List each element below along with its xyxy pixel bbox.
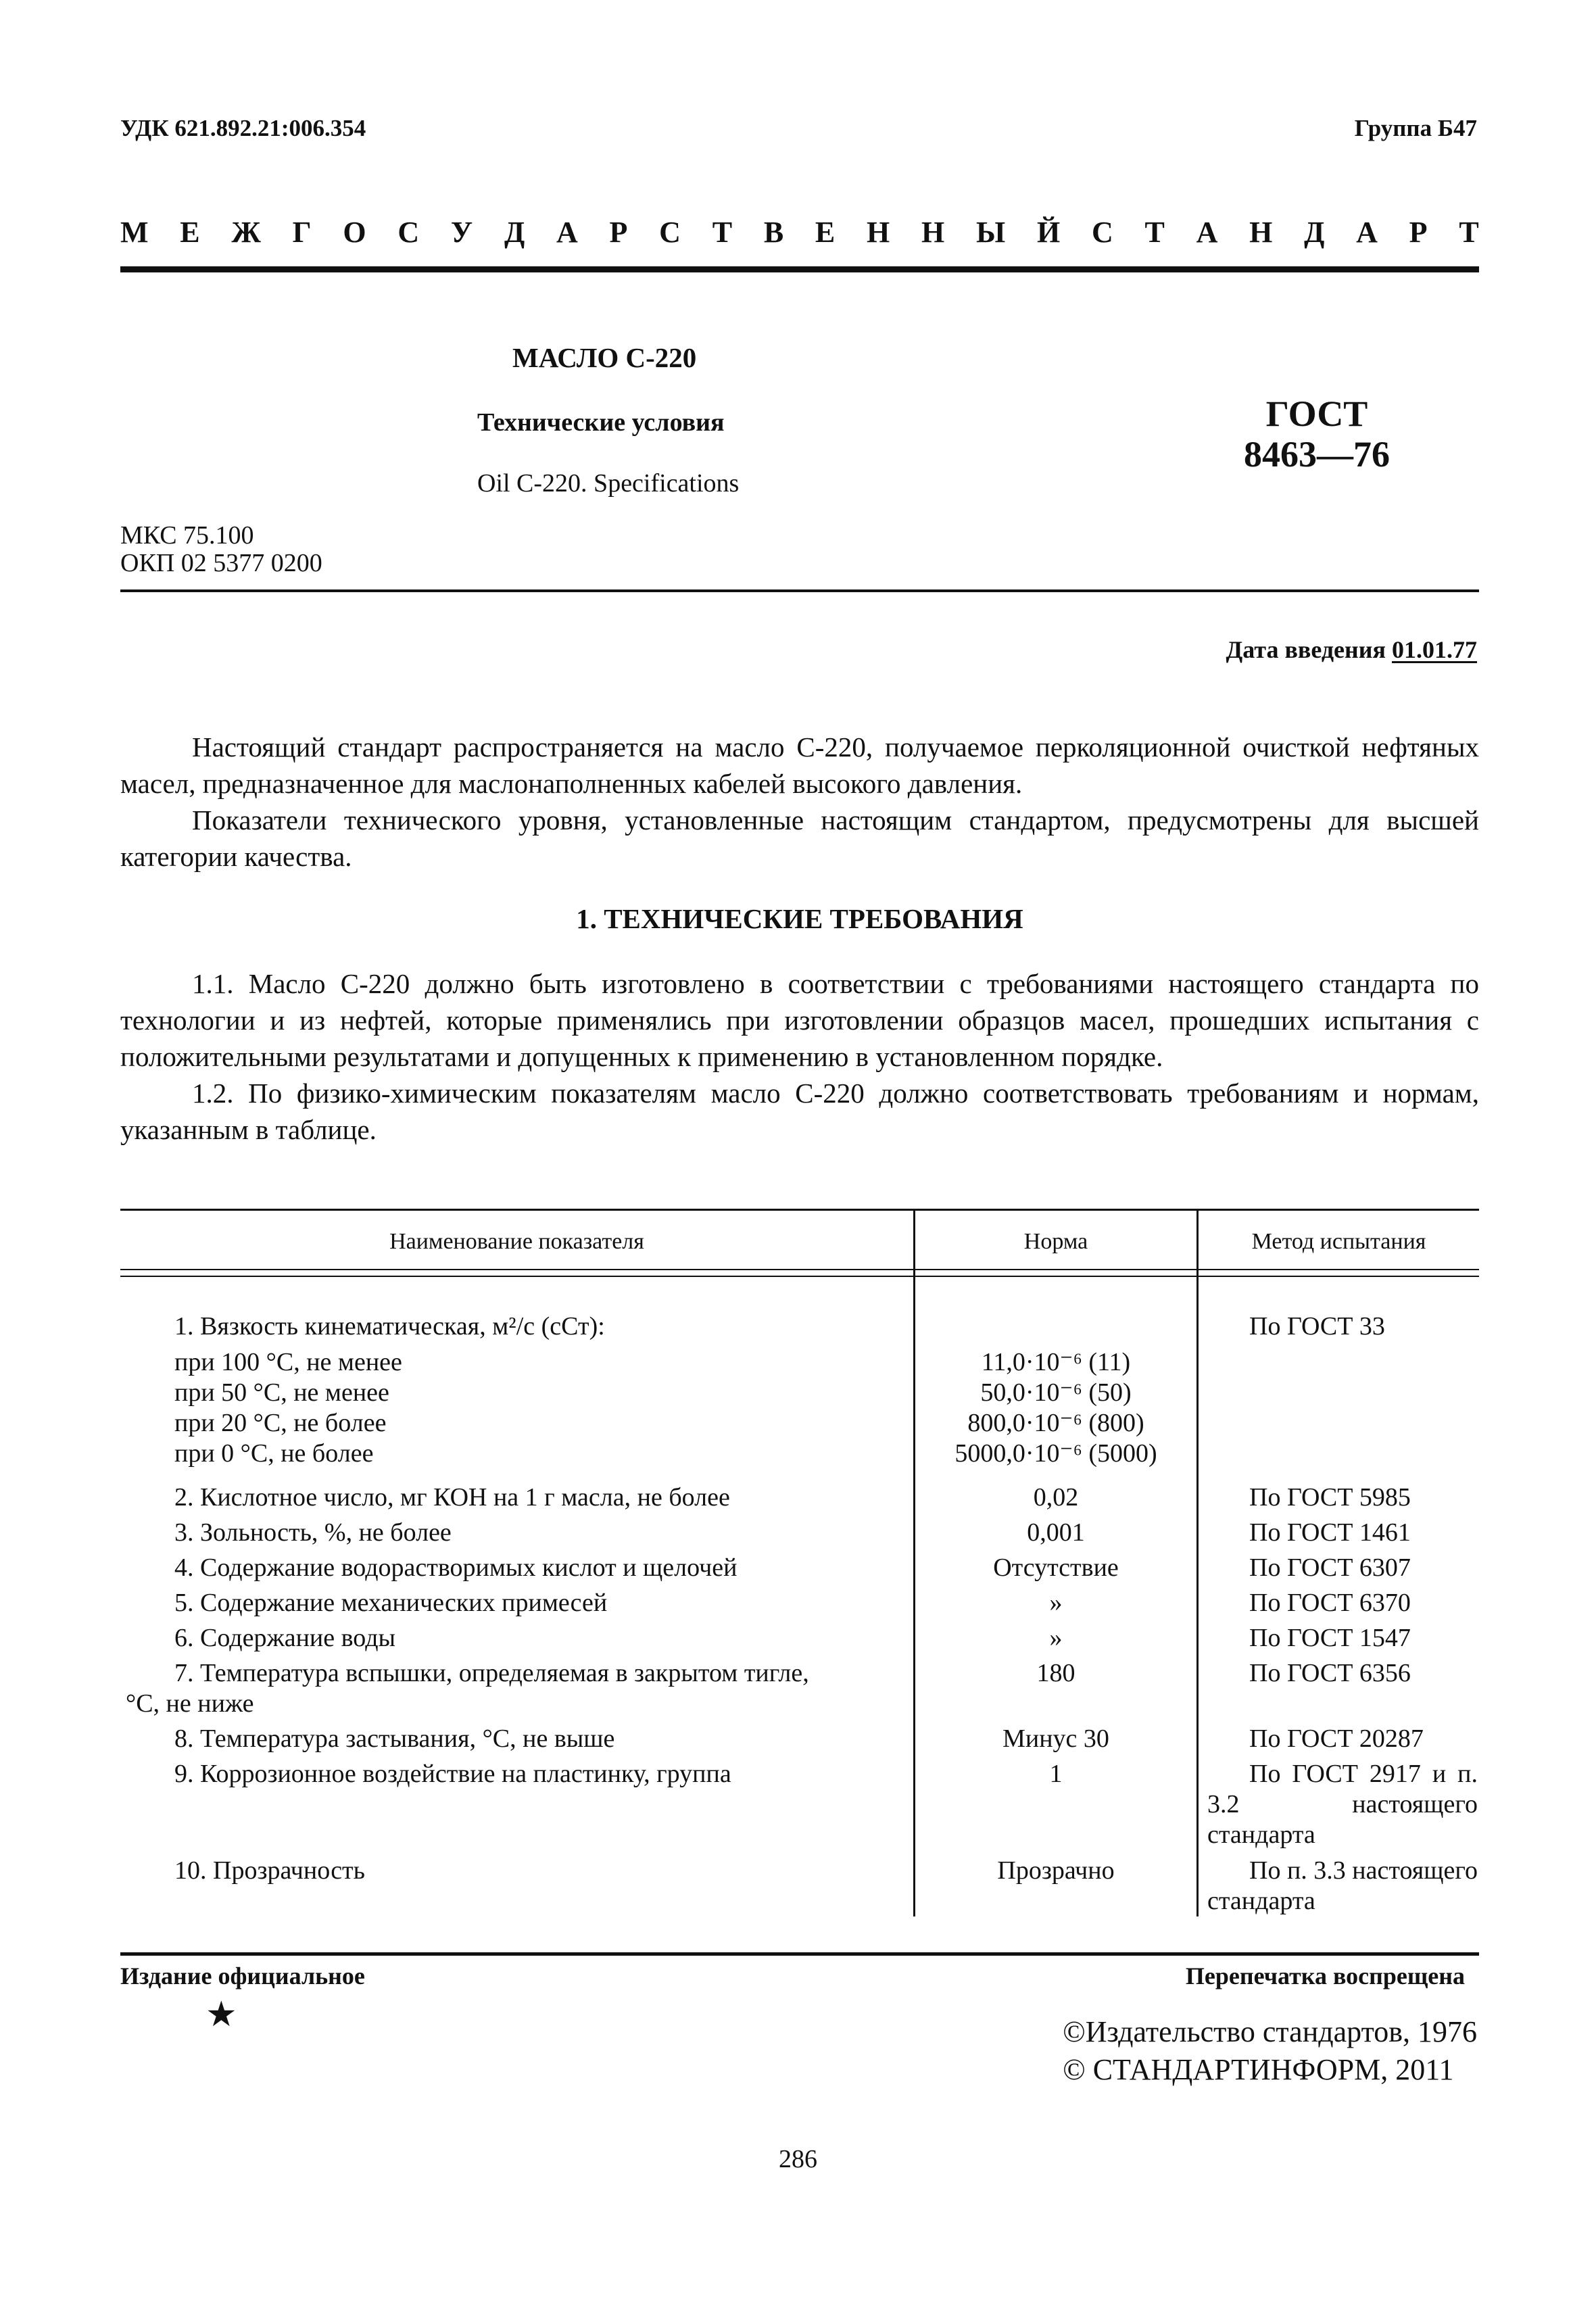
clause-1-1: 1.1. Масло С-220 должно быть изготовлено в соответствии с требованиями настоящего стандарта по технологии и из нефтей, которые применялись при изготовлении образцов масел, прошедших испытания с положительными результатами и допущенных к применению в установленном порядке. <box>120 968 1479 1072</box>
intro-paragraph-2: Показатели технического уровня, установленные настоящим стандартом, предусмотрены для высшей категории качества. <box>120 804 1479 872</box>
section-heading: 1. ТЕХНИЧЕСКИЕ ТРЕБОВАНИЯ <box>576 903 1023 934</box>
column-header-name: Наименование показателя <box>389 1229 644 1254</box>
table-row-2-norm: 0,02 <box>1033 1483 1079 1512</box>
banner-letter: С <box>1091 216 1113 249</box>
banner-letter: Н <box>867 216 890 249</box>
banner-letter: Р <box>1409 216 1428 249</box>
gost-label: ГОСТ <box>1265 393 1368 434</box>
banner-letter: Т <box>1459 216 1479 249</box>
banner-letter: А <box>1196 216 1218 249</box>
sub-condition: при 50 °С, не менее <box>174 1378 389 1407</box>
banner-letter: Ж <box>231 216 261 249</box>
copyright-2011: © СТАНДАРТИНФОРМ, 2011 <box>1063 2053 1454 2086</box>
sub-condition: при 0 °С, не более <box>174 1439 374 1468</box>
table-row-7-name: 7. Температура вспышки, определяемая в закрытом тигле, <box>174 1659 809 1687</box>
table-top-rule <box>120 1209 1479 1211</box>
table-header-rule-1 <box>120 1269 1479 1270</box>
classification-codes <box>120 522 322 577</box>
table-row-5-norm: » <box>1049 1589 1063 1617</box>
banner-letter: Д <box>1304 216 1325 249</box>
row-1-method: По ГОСТ 33 <box>1249 1312 1385 1341</box>
column-divider-2 <box>1196 1210 1199 1916</box>
sub-condition: при 100 °С, не менее <box>174 1348 402 1376</box>
table-row-4-method: По ГОСТ 6307 <box>1249 1553 1411 1582</box>
table-row-3-name: 3. Зольность, %, не более <box>174 1518 452 1547</box>
okp-code: ОКП 02 5377 0200 <box>120 549 322 577</box>
sub-condition: при 20 °С, не более <box>174 1409 387 1437</box>
table-row-10-norm: Прозрачно <box>997 1856 1115 1885</box>
banner-letter: Ы <box>976 216 1006 249</box>
table-row-6-method: По ГОСТ 1547 <box>1249 1624 1411 1652</box>
date-value: 01.01.77 <box>1392 636 1477 663</box>
section-1-body <box>120 965 1479 1148</box>
sub-norm: 50,0·10⁻⁶ (50) <box>980 1378 1132 1407</box>
table-row-5-method: По ГОСТ 6370 <box>1249 1589 1411 1617</box>
header-rule <box>120 266 1479 272</box>
table-row-9-name: 9. Коррозионное воздействие на пластинку, группа <box>174 1760 731 1788</box>
introduction-date <box>1226 635 1478 664</box>
table-row-4-name: 4. Содержание водорастворимых кислот и щелочей <box>174 1553 737 1582</box>
row-1-norms <box>915 1347 1196 1469</box>
reprint-prohibited-label: Перепечатка воспрещена <box>1185 1962 1465 1989</box>
table-row-8-method: По ГОСТ 20287 <box>1249 1724 1424 1753</box>
table-row-6-name: 6. Содержание воды <box>174 1624 396 1652</box>
table-row-10-name: 10. Прозрачность <box>174 1856 365 1885</box>
table-row-3-norm: 0,001 <box>1027 1518 1085 1547</box>
intro-paragraph-1: Настоящий стандарт распространяется на масло С-220, получаемое перколяционной очисткой нефтяных масел, предназначенное для маслонаполненных кабелей высокого давления. <box>120 731 1479 799</box>
column-header-norm: Норма <box>1023 1229 1088 1254</box>
banner-letter: Н <box>1249 216 1273 249</box>
sub-norm: 11,0·10⁻⁶ (11) <box>981 1348 1131 1376</box>
banner-letter: Т <box>1144 216 1165 249</box>
table-row-7-name-continued: °С, не ниже <box>126 1689 254 1718</box>
clause-1-2: 1.2. По физико-химическим показателям масло С-220 должно соответствовать требованиям и нормам, указанным в таблице. <box>120 1078 1479 1145</box>
document-subtitle: Технические условия <box>477 408 725 437</box>
star-icon: ★ <box>205 1996 237 2034</box>
table-row-7-method: По ГОСТ 6356 <box>1249 1659 1411 1687</box>
banner-letter: У <box>450 216 473 249</box>
date-label: Дата введения <box>1226 636 1392 663</box>
banner-letter: Д <box>504 216 525 249</box>
banner-letter: А <box>556 216 578 249</box>
footer-rule <box>120 1952 1479 1956</box>
table-row-5-name: 5. Содержание механических примесей <box>174 1589 608 1617</box>
group-code: Группа Б47 <box>1354 115 1477 141</box>
banner-letter: Е <box>180 216 200 249</box>
title-rule <box>120 589 1479 592</box>
mks-code: МКС 75.100 <box>120 521 254 550</box>
table-row-8-name: 8. Температура застывания, °С, не выше <box>174 1724 615 1753</box>
banner-letter: М <box>120 216 149 249</box>
row-1-subconditions <box>174 1347 402 1469</box>
table-row-7-norm: 180 <box>1036 1659 1075 1687</box>
banner-letter: В <box>763 216 784 249</box>
document-title: МАСЛО С-220 <box>512 342 697 373</box>
copyright-block <box>1063 2013 1477 2089</box>
page-number: 286 <box>779 2145 817 2173</box>
table-row-9-method: По ГОСТ 2917 и п. 3.2 настоящего стандарта <box>1207 1760 1478 1849</box>
banner-letter: Е <box>815 216 836 249</box>
interstate-standard-banner <box>120 215 1479 253</box>
table-row-9-norm: 1 <box>1049 1760 1063 1788</box>
banner-letter: Т <box>712 216 733 249</box>
banner-letter: С <box>659 216 681 249</box>
column-header-method: Метод испытания <box>1251 1229 1426 1254</box>
table-row-4-norm: Отсутствие <box>993 1553 1119 1582</box>
sub-norm: 800,0·10⁻⁶ (800) <box>967 1409 1144 1437</box>
intro-section <box>120 729 1479 875</box>
copyright-1976: ©Издательство стандартов, 1976 <box>1063 2015 1477 2048</box>
table-row-6-norm: » <box>1049 1624 1063 1652</box>
table-header-rule-2 <box>120 1276 1479 1277</box>
banner-letter: Р <box>609 216 628 249</box>
banner-letter: Г <box>292 216 312 249</box>
table-row-2-name: 2. Кислотное число, мг КОН на 1 г масла, не более <box>174 1483 730 1512</box>
english-title: Oil C-220. Specifications <box>477 469 740 498</box>
gost-code: 8463—76 <box>1244 434 1390 475</box>
table-row-8-norm: Минус 30 <box>1002 1724 1109 1753</box>
table-row-2-method: По ГОСТ 5985 <box>1249 1483 1411 1512</box>
banner-letter: Й <box>1036 216 1061 249</box>
sub-norm: 5000,0·10⁻⁶ (5000) <box>954 1439 1157 1468</box>
banner-letter: Н <box>921 216 945 249</box>
banner-letter: С <box>397 216 420 249</box>
official-edition-label: Издание официальное <box>120 1962 365 1989</box>
row-1-name: 1. Вязкость кинематическая, м²/с (сСт): <box>174 1312 605 1341</box>
udk-code: УДК 621.892.21:006.354 <box>120 115 366 141</box>
banner-letter: О <box>343 216 366 249</box>
banner-letter: А <box>1356 216 1378 249</box>
table-row-3-method: По ГОСТ 1461 <box>1249 1518 1411 1547</box>
gost-number <box>1242 393 1391 475</box>
table-row-10-method: По п. 3.3 настоящего стандарта <box>1207 1856 1478 1915</box>
